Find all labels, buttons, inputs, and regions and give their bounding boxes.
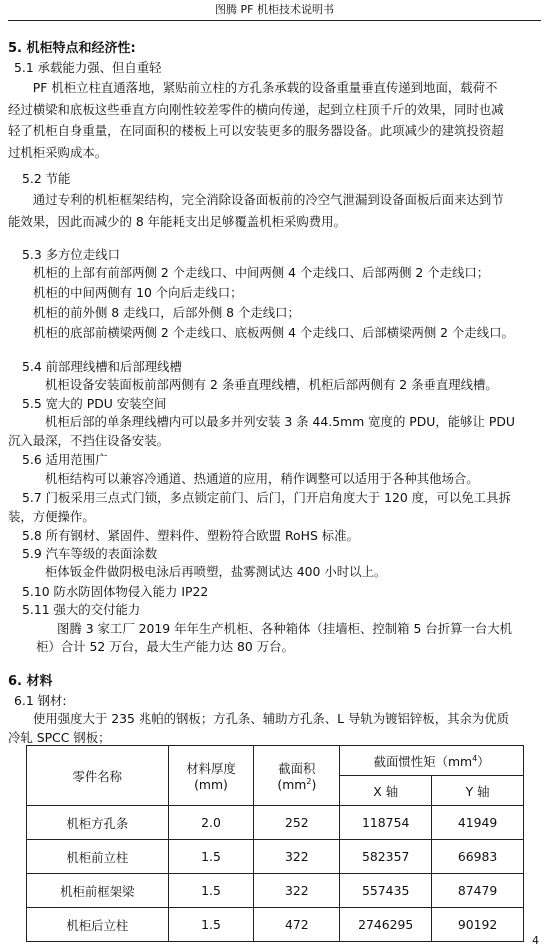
section-5-3-line: 机柜的底部前横梁两侧 2 个走线口、底板两侧 4 个走线口、后部横梁两侧 2 个走线口。 [33,325,514,340]
section-5-11-title: 5.11 强大的交付能力 [22,602,141,617]
section-5-5-line: 沉入最深，不挡住设备安装。 [8,433,170,448]
header-x-axis: X 轴 [340,776,432,806]
section-5-11-line: 图腾 3 家工厂 2019 年年生产机柜、各种箱体（挂墙柜、控制箱 5 台折算一台大机 [57,621,513,636]
section-5-11-line: 柜）合计 52 万台，最大生产能力达 80 万台。 [36,639,294,654]
cell-name: 机柜后立柱 [27,908,169,942]
table-row [27,806,524,840]
cell-thickness: 1.5 [168,908,254,942]
section-5-heading: 5. 机柜特点和经济性: [8,41,136,56]
section-5-9-title: 5.9 汽车等级的表面涂数 [22,546,158,561]
section-5-3-line: 机柜的中间两侧有 10 个向后走线口； [33,285,243,300]
section-5-8-title: 5.8 所有钢材、紧固件、塑料件、塑粉符合欧盟 RoHS 标准。 [22,528,359,543]
cell-x: 582357 [340,840,432,874]
section-5-4-title: 5.4 前部理线槽和后部理线槽 [22,359,182,374]
section-6-1-line: 冷轧 SPCC 钢板； [8,730,111,745]
cell-y: 66983 [432,840,524,874]
section-5-6-title: 5.6 适用范围广 [22,452,108,467]
section-6-1-title: 6.1 钢材: [14,693,67,708]
section-5-1-body [8,77,534,163]
cell-y: 41949 [432,806,524,840]
section-5-9-body: 柜体钣金件做阴极电泳后再喷塑，盐雾测试达 400 小时以上。 [45,564,387,579]
material-table [26,745,524,942]
section-5-10-title: 5.10 防水防固体物侵入能力 IP22 [22,584,209,599]
header-area: 截面积 $(mm^2)$ [254,746,340,806]
cell-y: 87479 [432,874,524,908]
section-5-2-body [8,189,534,232]
table-row [27,908,524,942]
cell-thickness: 2.0 [168,806,254,840]
header-thickness: 材料厚度 (mm) [168,746,254,806]
cell-name: 机柜方孔条 [27,806,169,840]
section-5-7-line: 5.7 门板采用三点式门锁，多点锁定前门、后门，门开启角度大于 120 度，可以免工具拆 [22,490,511,505]
section-5-2-title: 5.2 节能 [22,171,71,186]
cell-y: 90192 [432,908,524,942]
section-6-heading: 6. 材料 [8,674,53,689]
section-5-5-line: 机柜后部的单条理线槽内可以最多并列安装 3 条 44.5mm 宽度的 PDU，能够让 PDU [45,414,515,429]
section-5-3-line: 机柜的前外侧 8 走线口，后部外侧 8 个走线口； [33,305,300,320]
section-5-1-line: 过机柜采购成本。 [8,144,108,160]
header-title: 图腾 PF 机柜技术说明书 [215,3,334,16]
cell-area: 252 [254,806,340,840]
section-5-2-line: 通过专利的机柜框架结构，完全消除设备面板前的冷空气泄漏到设备面板后面来达到节 [32,192,504,207]
header-y-axis: Y 轴 [432,776,524,806]
cell-name: 机柜前立柱 [27,840,169,874]
page-header [0,0,549,22]
header-part-name: 零件名称 [27,746,169,806]
section-5-7-line: 装，方便操作。 [8,509,95,524]
section-5-6-body: 机柜结构可以兼容冷通道、热通道的应用，稍作调整可以适用于各种其他场合。 [45,471,479,486]
cell-area: 322 [254,840,340,874]
table-row [27,840,524,874]
section-5-1-line: 经过横梁和底板这些垂直方向刚性较差零件的横向传递，起到立柱顶千斤的效果，同时也减 [8,101,504,117]
section-6-1-line: 使用强度大于 235 兆帕的钢板；方孔条、辅助方孔条、L 导轨为镀铝锌板，其余为优质 [33,711,510,726]
table-header-row [27,746,524,776]
section-5-3-line: 机柜的上部有前部两侧 2 个走线口、中间两侧 4 个走线口、后部两侧 2 个走线口； [33,265,490,280]
cell-x: 557435 [340,874,432,908]
cell-x: 2746295 [340,908,432,942]
section-5-5-title: 5.5 宽大的 PDU 安装空间 [22,396,167,411]
cell-name: 机柜前框架梁 [27,874,169,908]
header-inertia: 截面惯性矩$(mm^4)$ [340,746,524,776]
header-divider [8,20,541,21]
cell-area: 322 [254,874,340,908]
cell-thickness: 1.5 [168,874,254,908]
cell-thickness: 1.5 [168,840,254,874]
section-5-3-title: 5.3 多方位走线口 [22,247,120,262]
section-5-1-line: 轻了机柜自身重量，在同面积的楼板上可以安装更多的服务器设备。此项减少的建筑投资超 [8,123,504,138]
section-5-1-title: 5.1 承载能力强、但自重轻 [14,60,162,75]
section-5-2-line: 能效果，因此而减少的 8 年能耗支出足够覆盖机柜采购费用。 [8,213,346,229]
table-row [27,874,524,908]
page-number: 4 [532,934,539,947]
section-5-1-line: PF 机柜立柱直通落地，紧贴前立柱的方孔条承载的设备重量垂直传递到地面，载荷不 [32,80,498,95]
cell-area: 472 [254,908,340,942]
cell-x: 118754 [340,806,432,840]
section-5-4-body: 机柜设备安装面板前部两侧有 2 条垂直理线槽，机柜后部两侧有 2 条垂直理线槽。 [45,377,498,392]
